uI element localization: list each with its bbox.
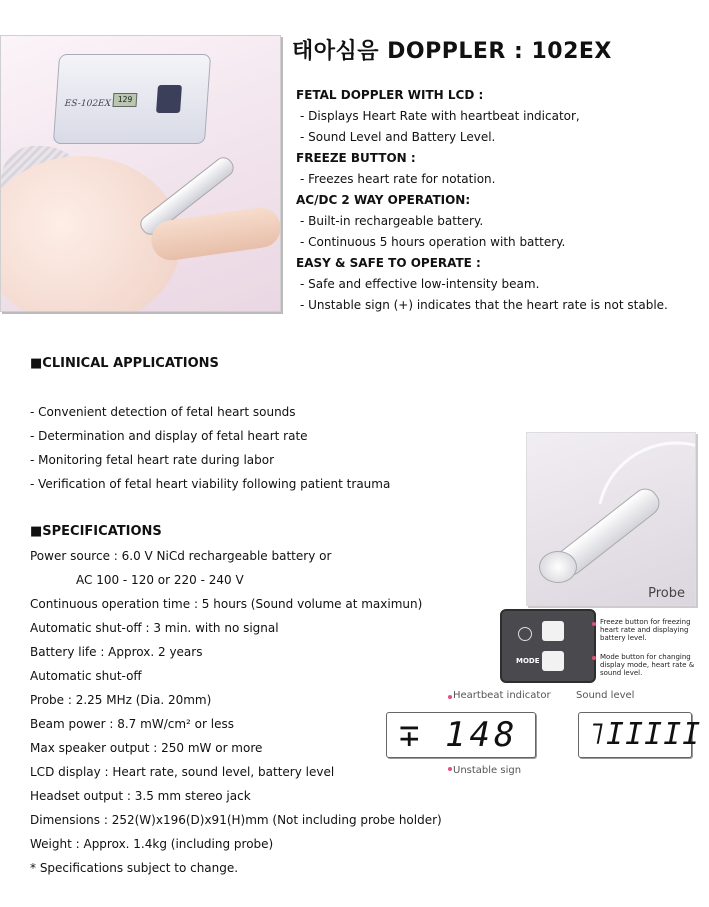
- clinical-heading: ■CLINICAL APPLICATIONS: [30, 356, 219, 371]
- device-model-label: ES-102EX: [64, 99, 112, 109]
- page-title: 태아심음 DOPPLER : 102EX: [292, 39, 612, 64]
- spec-item: * Specifications subject to change.: [30, 861, 239, 875]
- spec-item: Battery life : Approx. 2 years: [30, 645, 203, 659]
- heart-rate-value: 148: [445, 715, 519, 755]
- mode-label: MODE: [516, 657, 540, 665]
- feature-item: - Safe and effective low-intensity beam.: [300, 277, 540, 291]
- callout-dot: [448, 767, 452, 771]
- product-photo: [0, 35, 281, 312]
- specifications-heading: ■SPECIFICATIONS: [30, 524, 162, 539]
- spec-item: Continuous operation time : 5 hours (Sound volume at maximun): [30, 597, 423, 611]
- spec-item: Power source : 6.0 V NiCd rechargeable battery or: [30, 549, 332, 563]
- feature-item: - Built-in rechargeable battery.: [300, 214, 484, 228]
- sound-level-label: Sound level: [576, 690, 635, 701]
- sound-level-lcd: [578, 712, 702, 758]
- feature-item: - Unstable sign (+) indicates that the heart rate is not stable.: [300, 298, 668, 312]
- spec-item: AC 100 - 120 or 220 - 240 V: [76, 573, 244, 587]
- callout-dot: [592, 656, 596, 660]
- clinical-item: - Convenient detection of fetal heart sounds: [30, 405, 296, 419]
- heart-symbol: ∓: [399, 715, 424, 755]
- mode-button-graphic: [542, 651, 564, 671]
- unstable-sign-label: Unstable sign: [453, 765, 522, 776]
- freeze-callout: Freeze button for freezing heart rate and displaying battery level.: [600, 618, 691, 642]
- clinical-list: [30, 400, 390, 496]
- probe-label: Probe: [648, 586, 685, 601]
- callout-dot: [448, 695, 452, 699]
- feature-item: - Freezes heart rate for notation.: [300, 172, 496, 186]
- freeze-button-graphic: [542, 621, 564, 641]
- doppler-device-graphic: [53, 54, 211, 144]
- spec-item: Beam power : 8.7 mW/cm² or less: [30, 717, 234, 731]
- spec-item: Weight : Approx. 1.4kg (including probe): [30, 837, 274, 851]
- heart-icon: [518, 627, 532, 641]
- spec-item: Automatic shut-off : 3 min. with no signal: [30, 621, 279, 635]
- spec-item: Max speaker output : 250 mW or more: [30, 741, 263, 755]
- feature-item: - Sound Level and Battery Level.: [300, 130, 496, 144]
- spec-item: Headset output : 3.5 mm stereo jack: [30, 789, 251, 803]
- device-buttons-graphic: [156, 85, 182, 113]
- mode-callout: Mode button for changing display mode, heart rate & sound level.: [600, 653, 695, 677]
- control-panel-graphic: [500, 609, 596, 683]
- feature-heading: AC/DC 2 WAY OPERATION:: [296, 193, 471, 207]
- sound-level-value: ˥IIIII: [587, 717, 702, 752]
- heartbeat-indicator-label: Heartbeat indicator: [453, 690, 551, 701]
- clinical-item: - Verification of fetal heart viability following patient trauma: [30, 477, 391, 491]
- feature-heading: FETAL DOPPLER WITH LCD :: [296, 88, 484, 102]
- feature-item: - Continuous 5 hours operation with battery.: [300, 235, 566, 249]
- feature-heading: FREEZE BUTTON :: [296, 151, 416, 165]
- specifications-list: [30, 544, 442, 880]
- device-lcd: 129: [112, 93, 137, 107]
- clinical-item: - Monitoring fetal heart rate during labor: [30, 453, 275, 467]
- spec-item: Dimensions : 252(W)x196(D)x91(H)mm (Not including probe holder): [30, 813, 442, 827]
- spec-item: Probe : 2.25 MHz (Dia. 20mm): [30, 693, 212, 707]
- feature-item: - Displays Heart Rate with heartbeat indicator,: [300, 109, 580, 123]
- spec-item: Automatic shut-off: [30, 669, 142, 683]
- heart-rate-lcd: [386, 712, 536, 758]
- feature-heading: EASY & SAFE TO OPERATE :: [296, 256, 481, 270]
- probe-image: [526, 432, 696, 606]
- clinical-item: - Determination and display of fetal heart rate: [30, 429, 308, 443]
- spec-item: LCD display : Heart rate, sound level, battery level: [30, 765, 335, 779]
- probe-head-graphic: [539, 551, 577, 583]
- callout-dot: [592, 622, 596, 626]
- feature-list: [296, 85, 668, 316]
